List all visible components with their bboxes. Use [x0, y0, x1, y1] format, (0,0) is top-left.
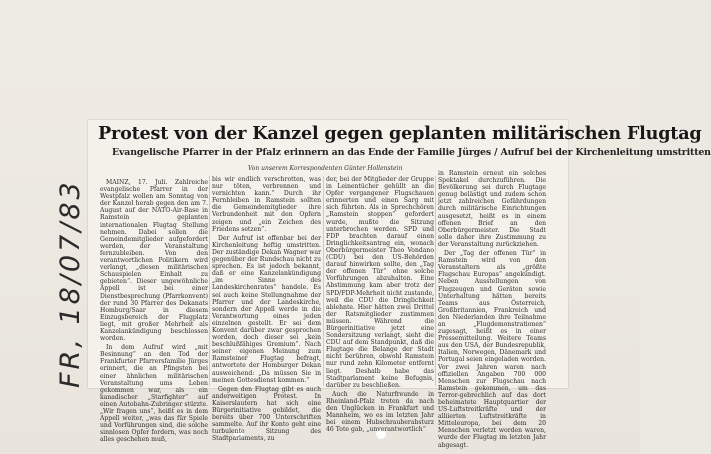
- paragraph: Auch die Naturfreunde in Rheinland-Pfalz treten da nach den Unglücken in Frankfurt und Mannheim, wo es im letzten Jahr bei einem Hubschrauberabsturz 46 Tote gab, „unverantwortlich“: [326, 390, 434, 434]
- paragraph: der, bei der Mitglieder der Gruppe in Leinentücher gehüllt an die Opfer vergangener Flugschauen erinnerten und einen Sarg mit sich führten. Als in Sprechchören „Ramstein stoppen“ gefordert wurde, mußte die Sitzung unterbrochen werden. SPD und FDP brachten darauf einen Dringlichkeitsantrag ein, wonach Oberbürgermeister Theo Vondano (CDU) bei den US-Behörden darauf hinwirken sollte, den „Tag der offenen Tür“ ohne solche Vorführungen abzuhalten. Eine Abstimmung kam aber trotz der SPD/FDP-Mehrheit nicht zustande, weil die CDU die Dringlichkeit ablehnte. Hier hätten zwei Drittel der Ratsmitglieder zustimmen müssen. Während die Bürgerinitiative jetzt eine Sondersitzung verlangt, sieht die CDU auf dem Standpunkt, daß die Flugtage die Belange der Stadt nicht berühren, obwohl Ramstein nur rund zehn Kilometer entfernt liegt. Deshalb habe das Stadtparlament keine Befugnis, darüber zu beschließen.: [326, 176, 435, 389]
- handwritten-date-note: FR, 18/07/83: [55, 179, 86, 388]
- paragraph: Der „Tag der offenen Tür“ in Ramstein wird von den Veranstaltern als „größte Flugschau Europas“ angekündigt. Neben Ausstellungen von Flugzeugen und Geräten sowie Unterhaltung hätten bereits Teams aus Österreich, Großbritannien, Frankreich und den Niederlanden ihre Teilnahme an „Flugdemonstrationen“ zugesagt, heißt es in einer Pressemitteilung. Weitere Teams aus den USA, der Bundesrepublik, Italien, Norwegen, Dänemark und Portugal seien eingeladen worden. Vor zwei Jahren waren nach offiziellen Angaben 700 000 Menschen zur Flugschau nach Ramstein gekommen, um das Terror-gebrechlich auf das dort beheimatete Hauptquartier der US-Luftstreitkräfte und der alliierten Luftstreitkräfte in Mitteleuropa, bei dem 20 Menschen verletzt worden waren, wurde der Flugtag im letzten Jahr abgesagt.: [438, 250, 546, 449]
- article-column-2: [212, 176, 321, 443]
- article-subheadline: Evangelische Pfarrer in der Pfalz erinnern an das Ende der Familie Jürges / Aufruf bei der Kirchenleitung umstritten: [112, 147, 711, 158]
- paragraph: Gegen den Flugtag gibt es auch anderweitigen Protest. In Kaiserslautern hat sich eine Bürgerinitiative gebildet, die bereits über 700 Unterschriften sammelte. Auf ihr Konto geht eine turbulente Sitzung des Stadtparlaments, zu: [212, 385, 321, 443]
- paragraph: in Ramstein erneut ein solches Spektakel durchzuführen. Die Bevölkerung sei durch Flugtage genug belästigt und zudem schon jetzt zahlreichen Gefährdungen durch militärische Einrichtungen ausgesetzt, heißt es in einem offenen Brief an den Oberbürgermeister. Die Stadt solle daher ihre Zustimmung zu der Veranstaltung zurückziehen.: [438, 170, 546, 248]
- column-divider: [323, 176, 324, 386]
- article-byline: Von unserem Korrespondenten Günter Hollenstein: [248, 165, 403, 172]
- paragraph: bis wir endlich verschrotten, was nur töten, verbrennen und vernichten kann.“ Durch ihr Fernbleiben in Ramstein sollten die Gemeindemitglieder ihre Verbundenheit mit den Opfern zeigen und „ein Zeichen des Friedens setzen“.: [212, 176, 321, 233]
- column-divider: [435, 176, 436, 386]
- paragraph: In dem Aufruf wird „mit Besinnung“ an den Tod der Frankfurter Pfarrersfamilie Jürges erinnert, die an Pfingsten bei einer ähnlichen militärischen Veranstaltung ums Leben gekommen war, als ein kanadischer „Starfighter“ auf einen Autobahn-Zubringer stürzte. „Wir fragen uns“, heißt es in dem Appell weiter, „was das für Spiele und Vorführungen sind, die solche sinnlosen Opfer fordern, was noch alles geschehen muß,: [100, 344, 208, 444]
- article-column-1: [100, 179, 208, 444]
- article-headline: Protest von der Kanzel gegen geplanten militärischen Flugtag: [98, 123, 702, 144]
- article-column-4: [438, 170, 546, 449]
- paragraph: Der Aufruf ist offenbar bei der Kirchenleitung heftig umstritten. Der zuständige Dekan Wagner war gegenüber der Rundschau nicht zu sprechen. Es ist jedoch bekannt, daß er eine Kanzelankündigung „im Sinne des Landeskirchenrates“ handele. Es sei auch keine Stellungnahme der Pfarrer und der Landeskirche, sondern der Appell werde in die Verantwortung eines jeden einzelnen gestellt. Er sei dem Konvent darüber zwar gesprochen worden, doch dieser sei „kein beschlußfähiges Gremium“. Nach seiner eigenen Meinung zum Ramsteiner Flugtag befragt, antwortete der Homburger Dekan ausweichend: „Da müssen Sie in meinen Gottesdienst kommen.“: [212, 234, 321, 384]
- paragraph: MAINZ, 17. Juli. Zahlreiche evangelische Pfarrer in der Westpfalz wollen am Sonntag von der Kanzel herab gegen den am 7. August auf der NATO-Air-Base in Ramstein geplanten internationalen Flugtag Stellung nehmen. Dabei sollen die Gemeindemitglieder aufgefordert werden, der Veranstaltung fernzubleiben. Von den verantwortlichen Politikern wird verlangt, „diesen militärischen Schauspielen Einhalt zu gebieten“. Dieser ungewöhnliche Appell ist bei einer Dienstbesprechung (Pfarrkonvent) der rund 30 Pfarrer des Dekanats Homburg/Saar in diesem Einzugsbereich der Flugplatz liegt, mit großer Mehrheit als Kanzelankündigung beschlossen worden.: [100, 179, 208, 343]
- column-divider: [209, 176, 210, 386]
- article-column-3: [326, 176, 435, 434]
